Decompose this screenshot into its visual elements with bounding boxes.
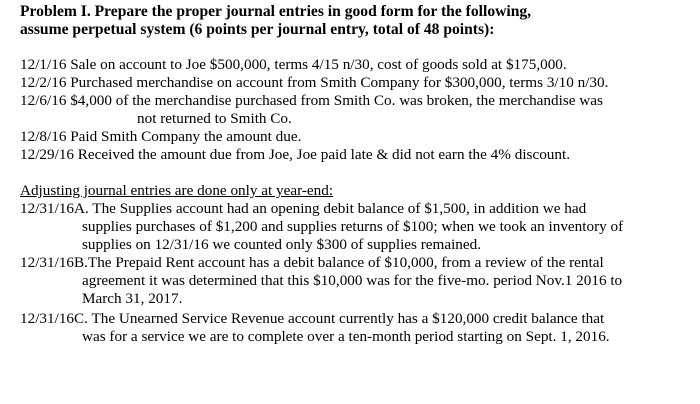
adjusting-a-line-3: supplies on 12/31/16 we counted only $300 of supplies remained. <box>82 236 482 253</box>
adjusting-c-line-2: was for a service we are to complete over a ten-month period starting on Sept. 1, 2016. <box>82 328 610 345</box>
adjusting-b-line-2: agreement it was determined that this $10,000 was for the five-mo. period Nov.1 2016 to <box>82 272 623 289</box>
entry-12-1: 12/1/16 Sale on account to Joe $500,000, terms 4/15 n/30, cost of goods sold at $175,000. <box>20 56 567 73</box>
entry-12-2: 12/2/16 Purchased merchandise on account from Smith Company for $300,000, terms 3/10 n/30. <box>20 74 609 91</box>
adjusting-a-line-1: 12/31/16A. The Supplies account had an opening debit balance of $1,500, in addition we had <box>20 200 587 217</box>
entry-12-6-continued: not returned to Smith Co. <box>137 110 292 127</box>
adjusting-b-line-1: 12/31/16B.The Prepaid Rent account has a debit balance of $10,000, from a review of the rental <box>20 254 604 271</box>
entry-12-8: 12/8/16 Paid Smith Company the amount due. <box>20 128 302 145</box>
problem-title-line-1: Problem I. Prepare the proper journal entries in good form for the following, <box>20 3 532 20</box>
adjusting-heading: Adjusting journal entries are done only at year-end: <box>20 182 334 199</box>
problem-title-line-2: assume perpetual system (6 points per journal entry, total of 48 points): <box>20 21 495 38</box>
adjusting-a-line-2: supplies purchases of $1,200 and supplies returns of $100; when we took an inventory of <box>82 218 624 235</box>
entry-12-6: 12/6/16 $4,000 of the merchandise purchased from Smith Co. was broken, the merchandise was <box>20 92 603 109</box>
entry-12-29: 12/29/16 Received the amount due from Joe, Joe paid late & did not earn the 4% discount. <box>20 146 570 163</box>
adjusting-c-line-1: 12/31/16C. The Unearned Service Revenue account currently has a $120,000 credit balance that <box>20 310 605 327</box>
adjusting-b-line-3: March 31, 2017. <box>82 290 183 307</box>
